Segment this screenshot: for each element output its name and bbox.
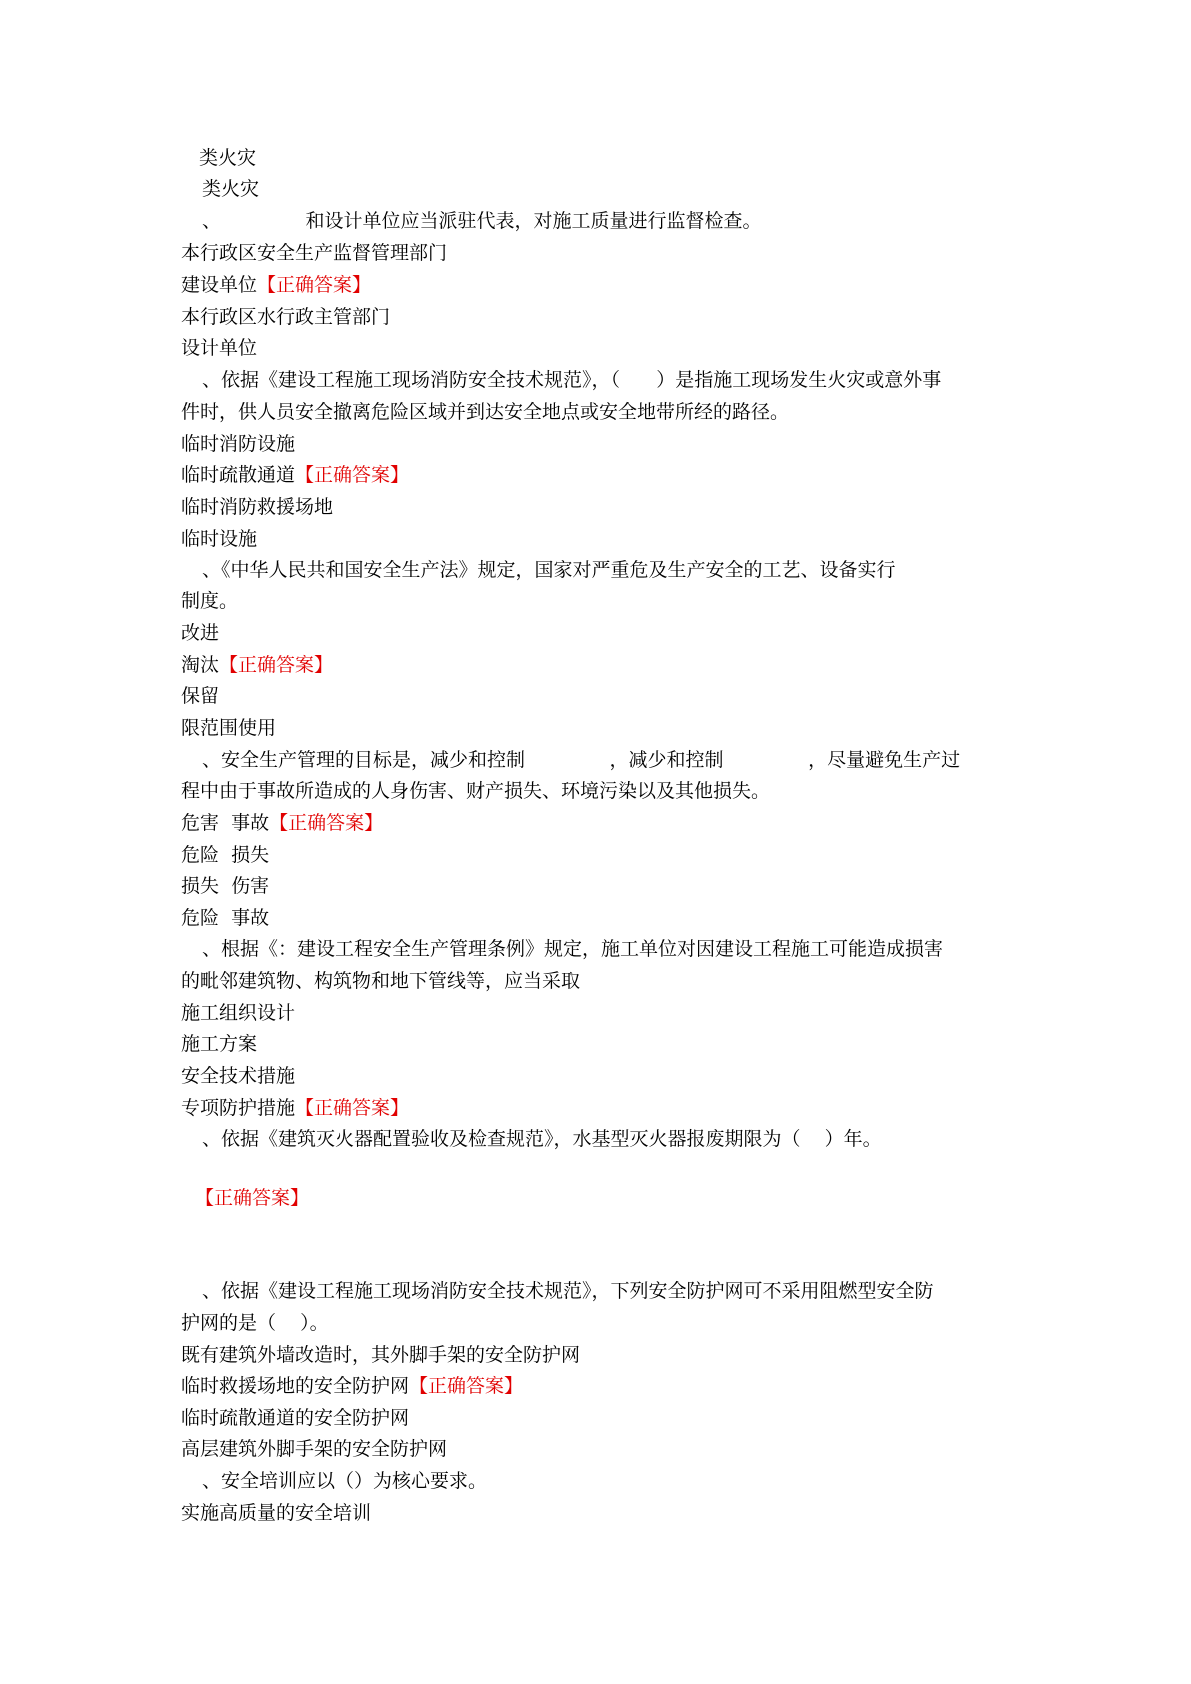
- question-text: 、依据《建设工程施工现场消防安全技术规范》，下列安全防护网可不采用阻燃型安全防: [202, 1280, 934, 1302]
- question-text: 制度。: [181, 590, 239, 612]
- option-text: 施工方案: [181, 1033, 258, 1055]
- option-text: 淘汰【正确答案】: [181, 654, 334, 676]
- question-text: 、依据《建设工程施工现场消防安全技术规范》，（ ）是指施工现场发生火灾或意外事: [202, 369, 942, 391]
- option-text: 设计单位: [181, 337, 258, 359]
- option-text: 保留: [181, 685, 220, 707]
- correct-answer-tag: 【正确答案】: [295, 464, 410, 486]
- question-text: 、《中华人民共和国安全生产法》规定，国家对严重危及生产安全的工艺、设备实行: [202, 559, 896, 581]
- option-text: 专项防护措施【正确答案】: [181, 1097, 410, 1119]
- option-text: 改进: [181, 622, 220, 644]
- question-text: 、 和设计单位应当派驻代表，对施工质量进行监督检查。: [202, 210, 762, 232]
- correct-answer-tag: 【正确答案】: [295, 1097, 410, 1119]
- option-text: 建设单位【正确答案】: [181, 274, 372, 296]
- correct-answer-tag: 【正确答案】: [257, 274, 372, 296]
- question-text: 件时，供人员安全撤离危险区域并到达安全地点或安全地带所经的路径。: [181, 401, 790, 423]
- option-text: 实施高质量的安全培训: [181, 1502, 372, 1524]
- text-line: 类火灾: [199, 147, 257, 169]
- option-text: 限范围使用: [181, 717, 277, 739]
- question-text: 护网的是（ ）。: [181, 1312, 329, 1334]
- correct-answer-tag: 【正确答案】: [409, 1375, 524, 1397]
- question-text: 、根据《：建设工程安全生产管理条例》规定，施工单位对因建设工程施工可能造成损害: [202, 938, 944, 960]
- option-text: 危害 事故【正确答案】: [181, 812, 384, 834]
- question-text: 、安全培训应以（）为核心要求。: [202, 1470, 488, 1492]
- option-text: 损失 伤害: [181, 875, 270, 897]
- correct-answer-tag: 【正确答案】: [219, 654, 334, 676]
- option-text: 临时疏散通道【正确答案】: [181, 464, 410, 486]
- question-text: 的毗邻建筑物、构筑物和地下管线等，应当采取: [181, 970, 581, 992]
- correct-answer-tag: 【正确答案】: [195, 1187, 310, 1209]
- option-text: 临时设施: [181, 528, 258, 550]
- option-text: 危险 事故: [181, 907, 270, 929]
- option-text: 危险 损失: [181, 844, 270, 866]
- option-text: 临时消防设施: [181, 433, 296, 455]
- option-text: 本行政区水行政主管部门: [181, 306, 391, 328]
- option-text: 施工组织设计: [181, 1002, 296, 1024]
- correct-answer-tag: 【正确答案】: [269, 812, 384, 834]
- option-text: 高层建筑外脚手架的安全防护网: [181, 1438, 448, 1460]
- option-text: 临时消防救援场地: [181, 496, 334, 518]
- option-text: 临时疏散通道的安全防护网: [181, 1407, 410, 1429]
- text-line: 类火灾: [202, 178, 260, 200]
- option-text: 本行政区安全生产监督管理部门: [181, 242, 448, 264]
- option-text: 既有建筑外墙改造时，其外脚手架的安全防护网: [181, 1344, 581, 1366]
- question-text: 程中由于事故所造成的人身伤害、财产损失、环境污染以及其他损失。: [181, 780, 771, 802]
- option-text: 临时救援场地的安全防护网【正确答案】: [181, 1375, 524, 1397]
- option-text: 安全技术措施: [181, 1065, 296, 1087]
- question-text: 、依据《建筑灭火器配置验收及检查规范》，水基型灭火器报废期限为（ ）年。: [202, 1128, 882, 1150]
- question-text: 、安全生产管理的目标是，减少和控制 ，减少和控制 ，尽量避免生产过: [202, 749, 961, 771]
